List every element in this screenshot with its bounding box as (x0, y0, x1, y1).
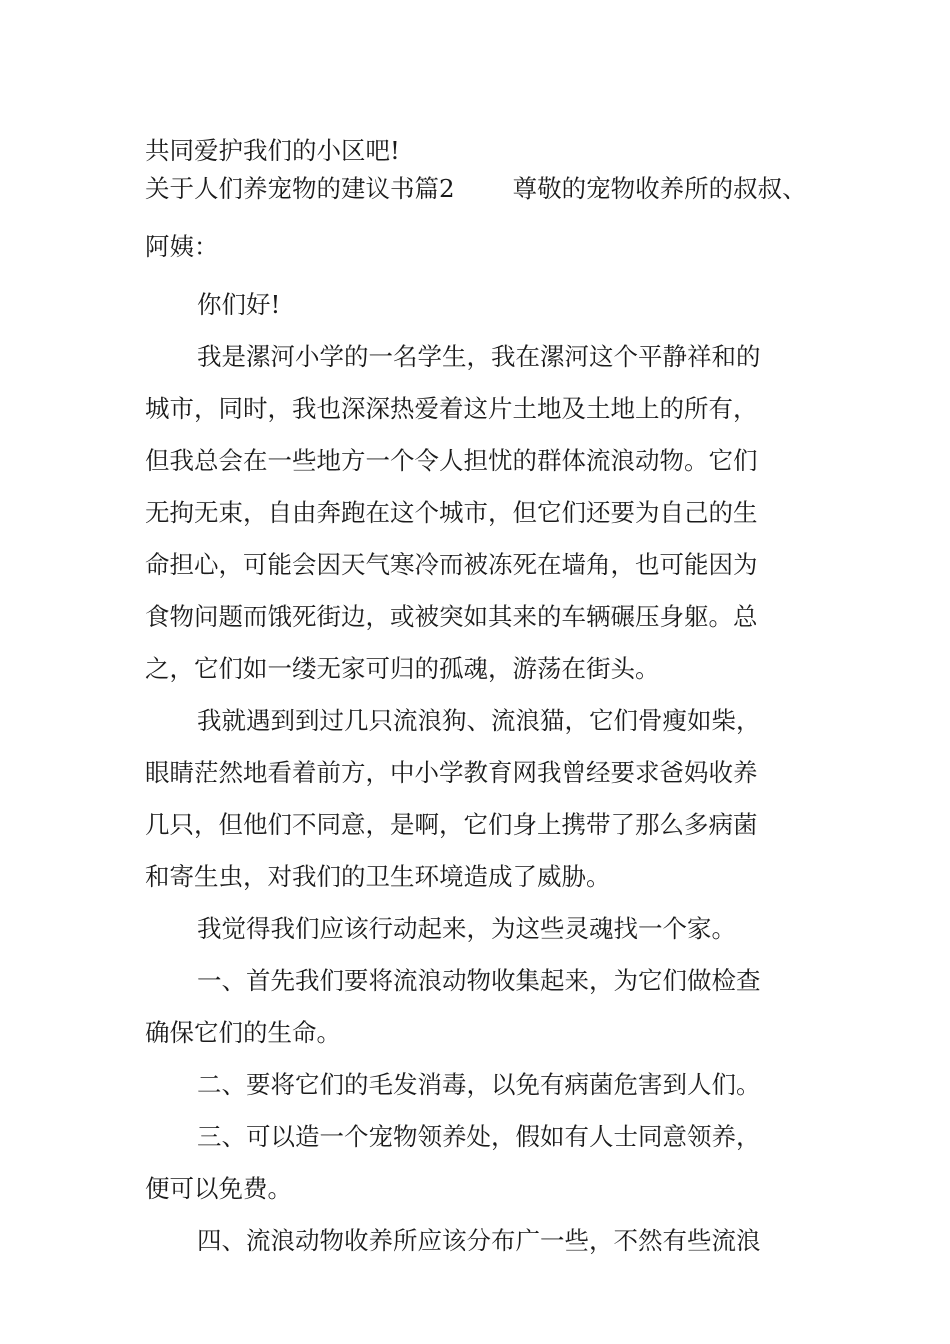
paragraph-line: 无拘无束，自由奔跑在这个城市，但它们还要为自己的生 (145, 498, 758, 527)
paragraph-line: 和寄生虫，对我们的卫生环境造成了威胁。 (145, 862, 611, 891)
paragraph-line: 食物问题而饿死街边，或被突如其来的车辆碾压身躯。总 (145, 602, 758, 631)
salutation-start: 尊敬的宠物收养所的叔叔、 (512, 174, 807, 203)
list-item-line: 三、可以造一个宠物领养处，假如有人士同意领养， (197, 1122, 761, 1151)
paragraph-line: 我是漯河小学的一名学生，我在漯河这个平静祥和的 (197, 342, 761, 371)
paragraph-line: 我觉得我们应该行动起来，为这些灵魂找一个家。 (197, 914, 736, 943)
list-item-line: 二、要将它们的毛发消毒，以免有病菌危害到人们。 (197, 1070, 761, 1099)
list-item-line: 确保它们的生命。 (145, 1018, 341, 1047)
greeting: 你们好! (197, 290, 281, 319)
document-body (145, 130, 813, 1272)
section-heading-line (145, 168, 813, 226)
closing-line: 共同爱护我们的小区吧! (145, 136, 400, 165)
paragraph-line: 命担心，可能会因天气寒冷而被冻死在墙角，也可能因为 (145, 550, 758, 579)
paragraph-line: 几只，但他们不同意，是啊，它们身上携带了那么多病菌 (145, 810, 758, 839)
list-item-line: 便可以免费。 (145, 1174, 292, 1203)
list-item-line: 一、首先我们要将流浪动物收集起来，为它们做检查 (197, 966, 761, 995)
paragraph-line: 城市，同时，我也深深热爱着这片土地及土地上的所有， (145, 394, 758, 423)
paragraph-line: 眼睛茫然地看着前方，中小学教育网我曾经要求爸妈收养 (145, 758, 758, 787)
section-title: 关于人们养宠物的建议书篇2 (145, 174, 455, 203)
salutation-end: 阿姨： (145, 232, 219, 261)
paragraph-line: 我就遇到到过几只流浪狗、流浪猫，它们骨瘦如柴， (197, 706, 761, 735)
paragraph-line: 但我总会在一些地方一个令人担忧的群体流浪动物。它们 (145, 446, 758, 475)
list-item-line: 四、流浪动物收养所应该分布广一些，不然有些流浪 (197, 1226, 761, 1255)
paragraph-line: 之，它们如一缕无家可归的孤魂，游荡在街头。 (145, 654, 660, 683)
